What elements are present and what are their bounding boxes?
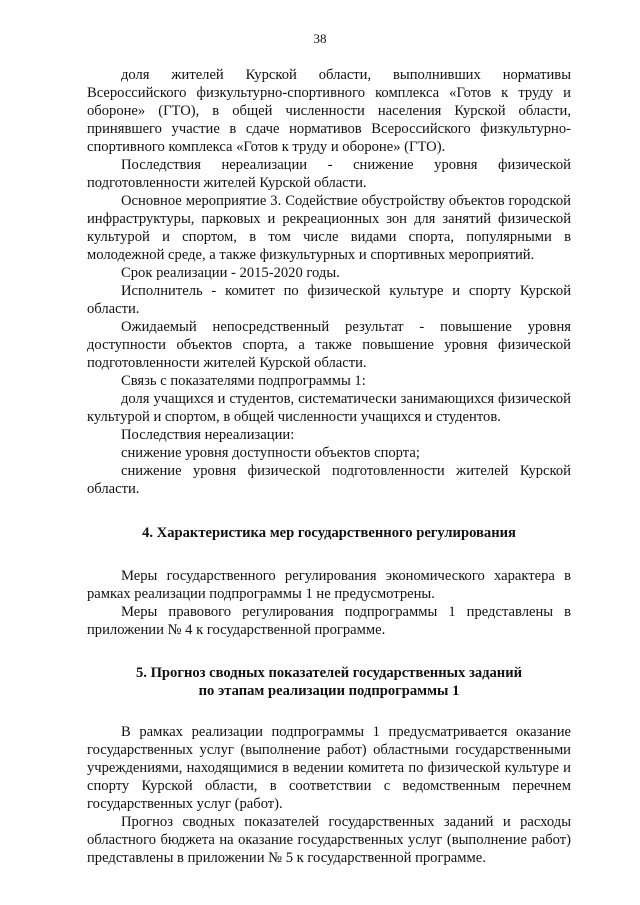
paragraph-consequences-2: Последствия нереализации: xyxy=(121,427,295,443)
section-4-paragraph-economic: Меры государственного регулирования экономического характера в рамках реализации подпрограммы 1 не предусмотрены. xyxy=(87,568,571,602)
paragraph-consequence-item-2: снижение уровня физической подготовленности жителей Курской области. xyxy=(87,463,571,497)
paragraph-expected-result: Ожидаемый непосредственный результат - повышение уровня доступности объектов спорта, а также повышение уровня физической подготовленности жителей Курской области. xyxy=(87,319,571,371)
paragraph-consequences-1: Последствия нереализации - снижение уровня физической подготовленности жителей Курской области. xyxy=(87,157,571,191)
section-5-paragraph-services: В рамках реализации подпрограммы 1 предусматривается оказание государственных услуг (выполнение работ) областными государственными учреждениями, находящимися в ведении комитета по физической культуре и спорту Курской области, в соответствии с ведомственным перечнем государственных услуг (работ). xyxy=(87,724,571,812)
paragraph-indicator-gto: доля жителей Курской области, выполнивших нормативы Всероссийского физкультурно-спортивного комплекса «Готов к труду и обороне» (ГТО), в общей численности населения Курской области, принявшего участие в сдаче нормативов Всероссийского физкультурно-спортивного комплекса «Готов к труду и обороне» (ГТО). xyxy=(87,67,571,155)
paragraph-consequence-item-1: снижение уровня доступности объектов спорта; xyxy=(121,445,420,461)
paragraph-executor: Исполнитель - комитет по физической культуре и спорту Курской области. xyxy=(87,283,571,317)
section-5-heading-line-2: по этапам реализации подпрограммы 1 xyxy=(198,683,460,699)
paragraph-link-indicators: Связь с показателями подпрограммы 1: xyxy=(121,373,366,389)
section-5-heading-line-1: 5. Прогноз сводных показателей государственных заданий xyxy=(135,665,523,681)
paragraph-implementation-period: Срок реализации - 2015-2020 годы. xyxy=(121,265,340,281)
paragraph-main-activity-3: Основное мероприятие 3. Содействие обустройству объектов городской инфраструктуры, парковых и рекреационных зон для занятий физической культурой и спортом, в том числе видами спорта, популярными в молодежной среде, а также физкультурных и спортивных мероприятий. xyxy=(87,193,571,263)
section-4-heading: 4. Характеристика мер государственного регулирования xyxy=(142,525,516,541)
page-number: 38 xyxy=(313,31,327,46)
section-5-paragraph-forecast: Прогноз сводных показателей государственных заданий и расходы областного бюджета на оказание государственных услуг (выполнение работ) представлены в приложении № 5 к государственной программе. xyxy=(87,814,571,866)
paragraph-indicator-students: доля учащихся и студентов, систематически занимающихся физической культурой и спортом, в общей численности учащихся и студентов. xyxy=(87,391,571,425)
document-body xyxy=(87,66,571,867)
section-4-paragraph-legal: Меры правового регулирования подпрограммы 1 представлены в приложении № 4 к государственной программе. xyxy=(87,604,571,638)
